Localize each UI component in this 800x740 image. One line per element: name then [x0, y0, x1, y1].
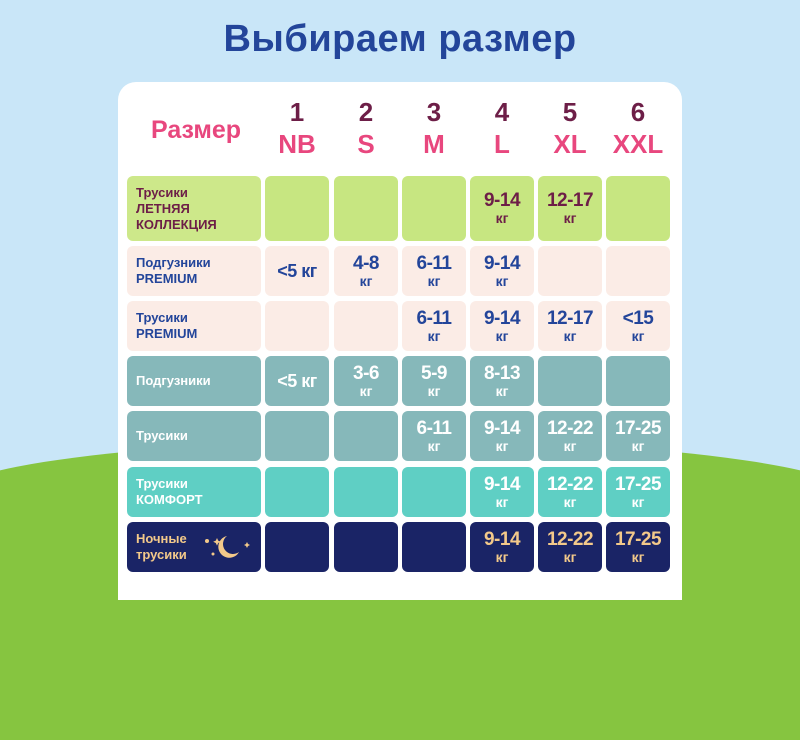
weight-unit: кг [631, 437, 645, 454]
weight-range: 9-14 [483, 417, 521, 439]
weight-unit: кг [495, 437, 509, 454]
row-label-line: Трусики [136, 184, 188, 200]
size-number: 2 [358, 97, 374, 127]
size-header-nb [264, 96, 330, 160]
size-header-xl [537, 96, 603, 160]
size-cell [606, 467, 670, 517]
weight-range: <5 кг [277, 261, 317, 281]
size-cell [265, 356, 329, 406]
row-label-summer [127, 176, 261, 241]
size-number: 5 [562, 97, 578, 127]
size-cell [402, 176, 466, 241]
weight-unit: кг [563, 327, 577, 344]
size-letter: NB [278, 129, 316, 159]
size-cell [470, 467, 534, 517]
moon-stars-icon [197, 532, 253, 566]
weight-unit: кг [495, 210, 509, 226]
size-cell [334, 467, 398, 517]
weight-range: 12-17 [546, 190, 594, 211]
size-cell [402, 411, 466, 461]
size-cell [265, 246, 329, 296]
weight-unit: кг [495, 327, 509, 344]
weight-unit: кг [359, 382, 373, 399]
weight-unit: кг [563, 548, 577, 565]
weight-range: 17-25 [614, 417, 662, 439]
weight-range: <5 кг [277, 371, 317, 391]
size-cell [470, 176, 534, 241]
size-letter: L [494, 129, 510, 159]
weight-range: 12-22 [546, 528, 594, 550]
size-cell [538, 246, 602, 296]
row-label-line: Подгузники [136, 373, 211, 388]
weight-unit: кг [427, 327, 441, 344]
weight-unit: кг [563, 210, 577, 226]
size-letter: M [423, 129, 445, 159]
weight-range: 8-13 [483, 362, 521, 384]
size-cell [334, 246, 398, 296]
size-cell [265, 467, 329, 517]
size-cell [606, 301, 670, 351]
size-cell [265, 522, 329, 572]
row-label-line: трусики [136, 547, 187, 562]
weight-unit: кг [631, 548, 645, 565]
weight-range: <15 [622, 307, 654, 329]
weight-unit: кг [495, 493, 509, 510]
size-cell [334, 522, 398, 572]
row-label-premium-pants [127, 301, 261, 351]
size-cell [402, 246, 466, 296]
size-header-label: Размер [150, 115, 242, 144]
size-cell [402, 356, 466, 406]
size-cell [402, 522, 466, 572]
size-cell [606, 176, 670, 241]
row-label-line: Подгузники [136, 255, 211, 270]
row-label-line: PREMIUM [136, 326, 198, 341]
size-cell [606, 522, 670, 572]
row-label-line: Ночные [136, 531, 187, 546]
size-cell [402, 467, 466, 517]
size-letter: S [357, 129, 375, 159]
row-label-line: Трусики [136, 428, 188, 443]
size-cell [470, 301, 534, 351]
size-cell [470, 356, 534, 406]
row-label-comfort [127, 467, 261, 517]
row-label-line: Трусики [136, 310, 188, 325]
weight-range: 9-14 [483, 190, 521, 211]
row-label-line: КОЛЛЕКЦИЯ [136, 216, 217, 232]
row-label-line: Трусики [136, 476, 188, 491]
weight-unit: кг [495, 272, 509, 289]
row-label-pants [127, 411, 261, 461]
size-cell [402, 301, 466, 351]
size-cell [538, 522, 602, 572]
size-cell [606, 411, 670, 461]
weight-unit: кг [427, 382, 441, 399]
weight-unit: кг [427, 272, 441, 289]
size-letter: XL [553, 129, 587, 159]
size-cell [538, 301, 602, 351]
weight-unit: кг [427, 437, 441, 454]
size-cell [470, 246, 534, 296]
weight-range: 6-11 [416, 252, 452, 274]
weight-range: 12-22 [546, 473, 594, 495]
size-header-s [333, 96, 399, 160]
size-number: 6 [630, 97, 646, 127]
size-cell [470, 522, 534, 572]
weight-unit: кг [631, 327, 645, 344]
weight-range: 3-6 [353, 362, 379, 384]
weight-range: 17-25 [614, 473, 662, 495]
weight-unit: кг [495, 382, 509, 399]
size-cell [334, 176, 398, 241]
size-cell [538, 356, 602, 406]
weight-range: 17-25 [614, 528, 662, 550]
weight-range: 6-11 [416, 307, 452, 329]
size-cell [606, 356, 670, 406]
weight-unit: кг [563, 493, 577, 510]
size-number: 3 [426, 97, 442, 127]
size-cell [606, 246, 670, 296]
page-title: Выбираем размер [223, 18, 577, 60]
size-cell [265, 176, 329, 241]
size-number: 1 [289, 97, 305, 127]
weight-range: 12-22 [546, 417, 594, 439]
size-cell [334, 301, 398, 351]
weight-range: 9-14 [483, 528, 521, 550]
size-cell [334, 356, 398, 406]
size-number: 4 [494, 97, 510, 127]
weight-range: 4-8 [353, 252, 379, 274]
row-label-line: PREMIUM [136, 271, 198, 286]
size-cell [538, 411, 602, 461]
row-label-line: ЛЕТНЯЯ [136, 200, 190, 216]
weight-range: 6-11 [416, 417, 452, 439]
row-label-line: КОМФОРТ [136, 492, 203, 507]
weight-unit: кг [359, 272, 373, 289]
weight-unit: кг [563, 437, 577, 454]
weight-range: 9-14 [483, 252, 521, 274]
weight-range: 9-14 [483, 307, 521, 329]
weight-range: 9-14 [483, 473, 521, 495]
row-label-diapers [127, 356, 261, 406]
row-label-premium-diapers [127, 246, 261, 296]
size-cell [538, 467, 602, 517]
size-cell [470, 411, 534, 461]
size-cell [265, 411, 329, 461]
size-cell [538, 176, 602, 241]
size-header-xxl [605, 96, 671, 160]
weight-unit: кг [495, 548, 509, 565]
weight-unit: кг [631, 493, 645, 510]
weight-range: 12-17 [546, 307, 594, 329]
size-cell [265, 301, 329, 351]
size-cell [334, 411, 398, 461]
row-label-night [127, 522, 261, 572]
weight-range: 5-9 [421, 362, 447, 384]
size-letter: XXL [612, 129, 664, 159]
size-header-m [401, 96, 467, 160]
size-header-l [469, 96, 535, 160]
